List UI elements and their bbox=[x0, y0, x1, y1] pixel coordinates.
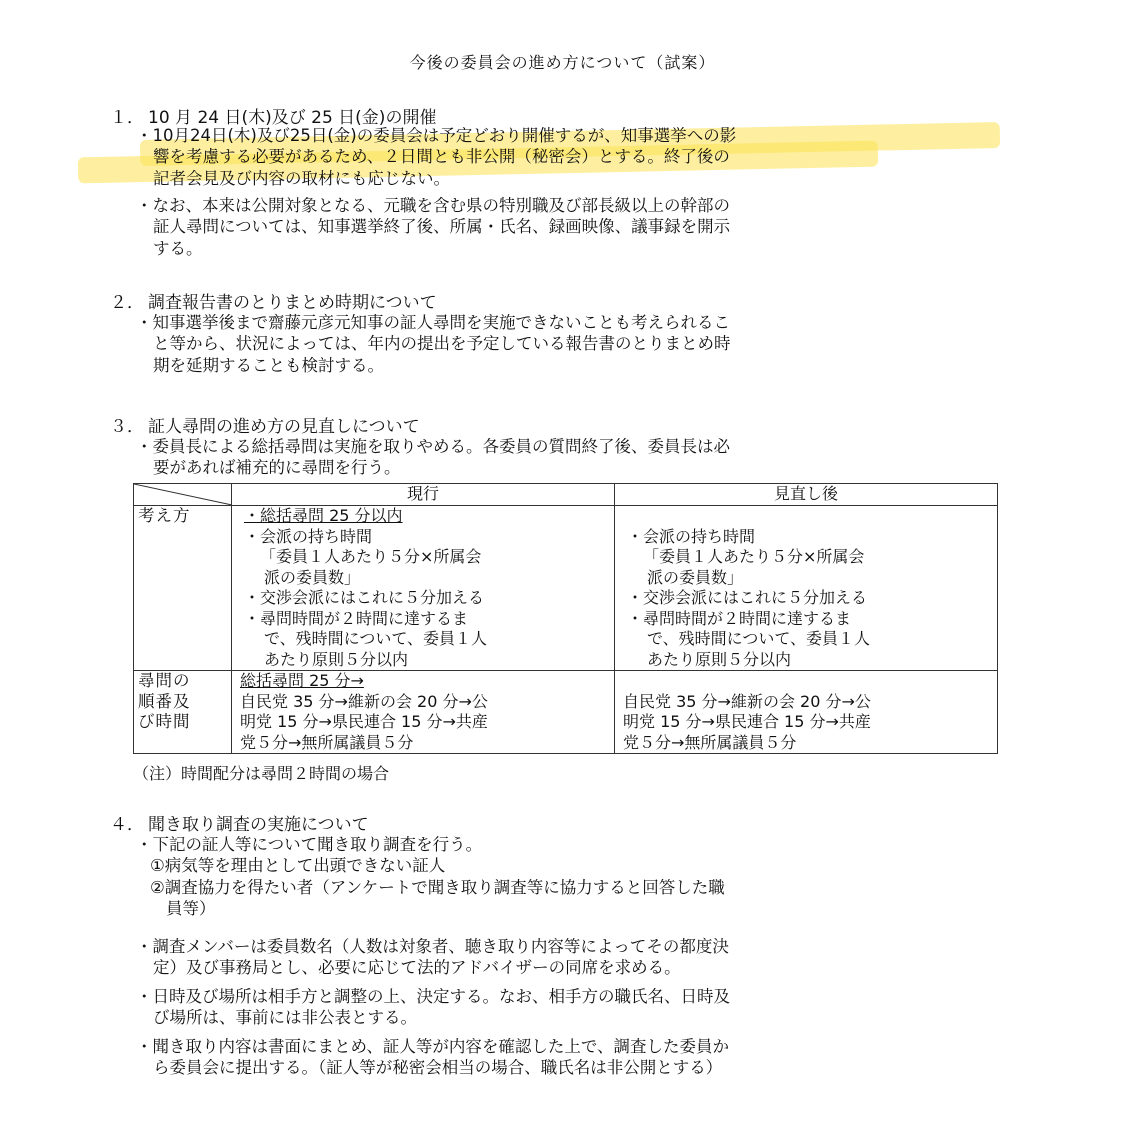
table-header-row bbox=[134, 484, 998, 506]
text-line: ら委員会に提出する。（証人等が秘密会相当の場合、職氏名は非公開とする） bbox=[153, 1058, 723, 1078]
table-cell-revised: ・会派の持ち時間 「委員１人あたり５分×所属会 派の委員数」 ・交渉会派にはこれに５分加える ・尋問時間が２時間に達するま で、残時間について、委員１人 あたり原則５分以内 bbox=[615, 506, 998, 671]
section-number: １． bbox=[110, 108, 144, 128]
comparison-table bbox=[133, 483, 998, 754]
section-title: 10 月 24 日(木)及び 25 日(金)の開催 bbox=[148, 108, 437, 128]
underlined-text: 総括尋問 25 分→ bbox=[240, 671, 364, 690]
text-line: ・日時及び場所は相手方と調整の上、決定する。なお、相手方の職氏名、日時及 bbox=[136, 987, 730, 1006]
diagonal-line bbox=[134, 484, 232, 505]
column-header-revised: 見直し後 bbox=[615, 484, 998, 506]
text-line: ・聞き取り内容は書面にまとめ、証人等が内容を確認した上で、調査した委員か bbox=[136, 1037, 730, 1056]
table-corner-cell bbox=[134, 484, 232, 506]
text-line: ・委員長による総括尋問は実施を取りやめる。各委員の質問終了後、委員長は必 bbox=[136, 437, 730, 456]
table-note: （注）時間配分は尋問２時間の場合 bbox=[133, 764, 390, 783]
paragraph bbox=[136, 125, 736, 189]
underlined-text: ・総括尋問 25 分以内 bbox=[244, 506, 403, 525]
text-line: 記者会見及び内容の取材にも応じない。 bbox=[153, 168, 450, 188]
table-cell-current: 総括尋問 25 分→ 自民党 35 分→維新の会 20 分→公 明党 15 分→県民連合 15 分→共産 党５分→無所属議員５分 bbox=[232, 671, 615, 754]
section-4-heading bbox=[110, 810, 369, 835]
text-line: ②調査協力を得たい者（アンケートで聞き取り調査等に協力すると回答した職 bbox=[150, 877, 725, 897]
table-cell-revised: 自民党 35 分→維新の会 20 分→公 明党 15 分→県民連合 15 分→共産 党５分→無所属議員５分 bbox=[615, 671, 998, 754]
section-title: 聞き取り調査の実施について bbox=[148, 815, 369, 835]
text-line: 定）及び事務局とし、必要に応じて法的アドバイザーの同席を求める。 bbox=[153, 958, 681, 978]
text-line: ・なお、本来は公開対象となる、元職を含む県の特別職及び部長級以上の幹部の bbox=[136, 196, 730, 215]
text-line: ・調査メンバーは委員数名（人数は対象者、聴き取り内容等によってその都度決 bbox=[136, 937, 729, 956]
column-header-current: 現行 bbox=[232, 484, 615, 506]
text-line: 証人尋問については、知事選挙終了後、所属・氏名、録画映像、議事録を開示 bbox=[153, 217, 731, 237]
text-line: ・知事選挙後まで齋藤元彦元知事の証人尋問を実施できないことも考えられるこ bbox=[136, 313, 730, 332]
text-line: び場所は、事前には非公表とする。 bbox=[153, 1008, 417, 1028]
text-line: する。 bbox=[153, 238, 203, 258]
paragraph bbox=[136, 986, 730, 1029]
section-number: ４． bbox=[110, 815, 144, 835]
text-line: 員等） bbox=[166, 899, 216, 919]
text-line: ・下記の証人等について聞き取り調査を行う。 bbox=[136, 835, 483, 854]
document-title: 今後の委員会の進め方について（試案） bbox=[409, 53, 716, 72]
paragraph bbox=[136, 834, 725, 920]
paragraph bbox=[136, 936, 729, 979]
table-cell-current: ・総括尋問 25 分以内 ・会派の持ち時間 「委員１人あたり５分×所属会 派の委員数」 ・交渉会派にはこれに５分加える ・尋問時間が２時間に達するま で、残時間について、委員１人 あたり原則５分以内 bbox=[232, 506, 615, 671]
text-line: 要があれば補充的に尋問を行う。 bbox=[153, 458, 401, 478]
row-label: 考え方 bbox=[134, 506, 232, 671]
paragraph bbox=[136, 1036, 729, 1079]
table-row bbox=[134, 671, 998, 754]
text-line: 期を延期することも検討する。 bbox=[153, 355, 384, 375]
section-title: 証人尋問の進め方の見直しについて bbox=[148, 417, 420, 437]
section-title: 調査報告書のとりまとめ時期について bbox=[148, 293, 437, 313]
paragraph bbox=[136, 436, 730, 479]
section-2-heading bbox=[110, 288, 437, 313]
text-line: ・10月24日(木)及び25日(金)の委員会は予定どおり開催するが、知事選挙への影 bbox=[136, 126, 737, 145]
text-line: ①病気等を理由として出頭できない証人 bbox=[150, 856, 446, 876]
section-3-heading bbox=[110, 412, 420, 437]
paragraph bbox=[136, 195, 730, 259]
row-label: 尋問の 順番及 び時間 bbox=[134, 671, 232, 754]
section-number: ２． bbox=[110, 293, 144, 313]
text-line: 響を考慮する必要があるため、２日間とも非公開（秘密会）とする。終了後の bbox=[153, 147, 730, 167]
section-number: ３． bbox=[110, 417, 144, 437]
text-line: と等から、状況によっては、年内の提出を予定している報告書のとりまとめ時 bbox=[153, 334, 731, 354]
paragraph bbox=[136, 312, 731, 376]
table-row bbox=[134, 506, 998, 671]
